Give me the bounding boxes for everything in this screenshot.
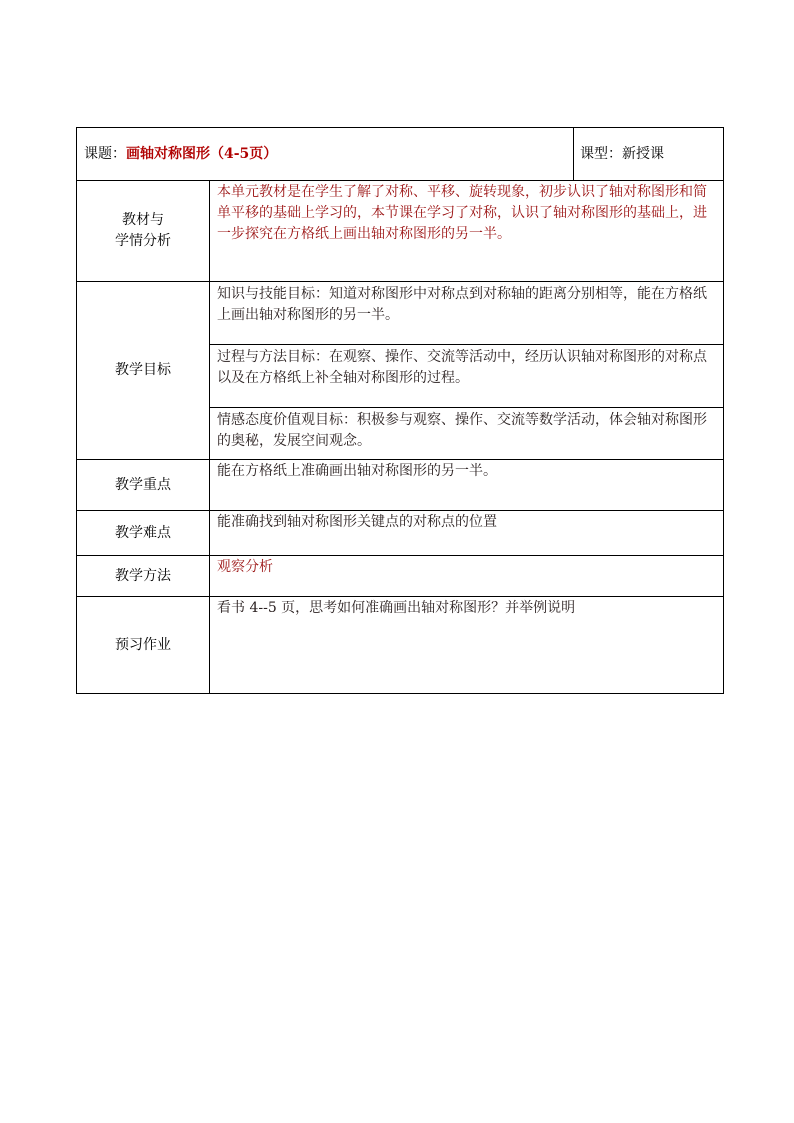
lesson-title-cell: [77, 128, 574, 181]
lesson-title: 画轴对称图形（4-5页）: [126, 145, 278, 162]
objectives-label-cell: [77, 282, 210, 460]
objectives-content-cell: [210, 282, 724, 460]
method-content: 观察分析: [217, 559, 273, 575]
analysis-label-line1: 教材与: [122, 212, 164, 228]
difficulty-label-cell: [77, 511, 210, 556]
analysis-label-cell: [77, 181, 210, 282]
objectives-row: [77, 282, 724, 460]
analysis-content: 本单元教材是在学生了解了对称、平移、旋转现象，初步认识了轴对称图形和简单平移的基础上学习的，本节课在学习了对称，认识了轴对称图形的基础上，进一步探究在方格纸上画出轴对称图形的另一半。: [217, 184, 707, 242]
method-row: [77, 556, 724, 597]
difficulty-label: 教学难点: [115, 524, 171, 541]
lesson-type-cell: [574, 128, 724, 181]
analysis-content-cell: [210, 181, 724, 282]
lesson-type-label: 课型：: [580, 145, 623, 162]
analysis-row: [77, 181, 724, 282]
lesson-title-label: 课题：: [84, 145, 126, 162]
preview-content-cell: [210, 597, 724, 694]
key-point-content: 能在方格纸上准确画出轴对称图形的另一半。: [217, 463, 497, 479]
objectives-label: 教学目标: [115, 362, 171, 378]
lesson-type: 新授课: [622, 145, 665, 162]
method-content-cell: [210, 556, 724, 597]
preview-content: 看书 4--5 页，思考如何准确画出轴对称图形？并举例说明: [217, 600, 576, 616]
method-label-cell: [77, 556, 210, 597]
preview-row: [77, 597, 724, 694]
method-label: 教学方法: [115, 567, 171, 584]
difficulty-content-cell: [210, 511, 724, 556]
difficulty-row: [77, 511, 724, 556]
key-point-label: 教学重点: [115, 476, 171, 493]
key-point-label-cell: [77, 460, 210, 511]
analysis-label-line2: 学情分析: [115, 233, 171, 249]
key-point-row: [77, 460, 724, 511]
lesson-plan-table: [76, 127, 724, 694]
knowledge-objective: 知识与技能目标：知道对称图形中对称点到对称轴的距离分别相等，能在方格纸上画出轴对称图形的另一半。: [217, 286, 707, 323]
preview-label: 预习作业: [115, 636, 171, 653]
preview-label-cell: [77, 597, 210, 694]
title-row: [77, 128, 724, 181]
difficulty-content: 能准确找到轴对称图形关键点的对称点的位置: [217, 514, 497, 530]
process-objective: 过程与方法目标：在观察、操作、交流等活动中，经历认识轴对称图形的对称点以及在方格纸上补全轴对称图形的过程。: [210, 344, 723, 407]
emotion-objective: 情感态度价值观目标：积极参与观察、操作、交流等数学活动，体会轴对称图形的奥秘，发展空间观念。: [210, 407, 723, 459]
key-point-content-cell: [210, 460, 724, 511]
